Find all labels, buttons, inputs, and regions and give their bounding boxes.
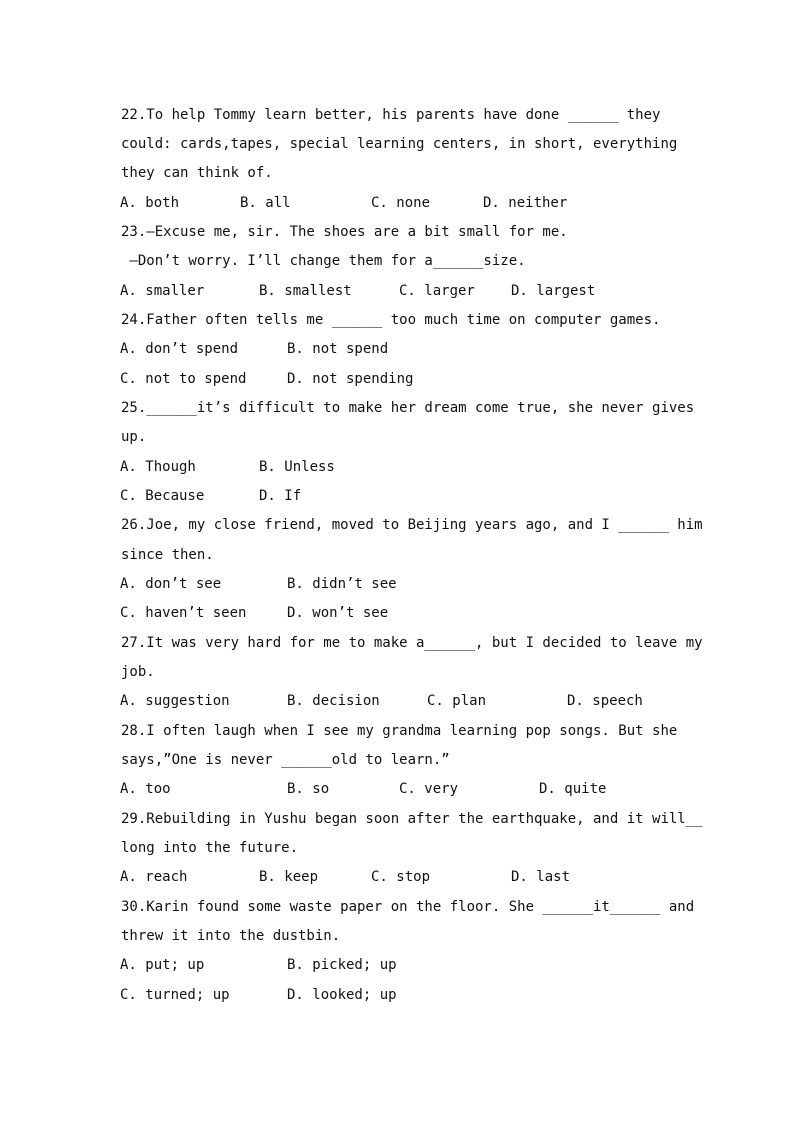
option-b: B. so xyxy=(287,781,330,797)
option-c: C. not to spend xyxy=(120,371,247,387)
question-text-line: long into the future. xyxy=(121,840,299,856)
option-a: A. too xyxy=(120,781,171,797)
question-text-line: up. xyxy=(121,429,147,445)
question-text-line: 30.Karin found some waste paper on the floor. She ______it______ and xyxy=(121,899,695,915)
option-c: C. very xyxy=(399,781,459,797)
option-a: A. smaller xyxy=(120,283,205,299)
question-text-line: says,”One is never ______old to learn.” xyxy=(121,752,450,768)
option-a: A. Though xyxy=(120,459,196,475)
option-d: D. won’t see xyxy=(287,605,389,621)
option-d: D. neither xyxy=(483,195,568,211)
option-d: D. quite xyxy=(539,781,607,797)
option-a: A. suggestion xyxy=(120,693,230,709)
option-a: A. don’t spend xyxy=(120,341,239,357)
question-text-line: 24.Father often tells me ______ too much time on computer games. xyxy=(121,312,661,328)
option-d: D. last xyxy=(511,869,571,885)
option-b: B. all xyxy=(240,195,291,211)
option-b: B. decision xyxy=(287,693,380,709)
question-text-line: job. xyxy=(121,664,155,680)
question-text-line: 25.______it’s difficult to make her dream come true, she never gives xyxy=(121,400,695,416)
option-c: C. turned; up xyxy=(120,987,230,1003)
question-text-line: could: cards,tapes, special learning centers, in short, everything xyxy=(121,136,678,152)
option-d: D. largest xyxy=(511,283,596,299)
option-b: B. smallest xyxy=(259,283,352,299)
option-b: B. keep xyxy=(259,869,319,885)
option-a: A. reach xyxy=(120,869,188,885)
option-d: D. not spending xyxy=(287,371,414,387)
option-b: B. Unless xyxy=(259,459,335,475)
question-text-line: 27.It was very hard for me to make a______, but I decided to leave my xyxy=(121,635,703,651)
option-b: B. picked; up xyxy=(287,957,397,973)
option-c: C. larger xyxy=(399,283,475,299)
question-text-line: 29.Rebuilding in Yushu began soon after the earthquake, and it will__ xyxy=(121,811,703,827)
question-text-line: 22.To help Tommy learn better, his parents have done ______ they xyxy=(121,107,661,123)
option-c: C. plan xyxy=(427,693,487,709)
option-c: C. Because xyxy=(120,488,205,504)
option-c: C. haven’t seen xyxy=(120,605,247,621)
question-text-line: threw it into the dustbin. xyxy=(121,928,341,944)
question-text-line: 23.—Excuse me, sir. The shoes are a bit small for me. xyxy=(121,224,568,240)
question-text-line: —Don’t worry. I’ll change them for a______size. xyxy=(121,253,526,269)
option-d: D. speech xyxy=(567,693,643,709)
question-text-line: since then. xyxy=(121,547,214,563)
question-text-line: 26.Joe, my close friend, moved to Beijing years ago, and I ______ him xyxy=(121,517,703,533)
question-text-line: they can think of. xyxy=(121,165,273,181)
option-b: B. not spend xyxy=(287,341,389,357)
option-c: C. none xyxy=(371,195,431,211)
option-a: A. both xyxy=(120,195,180,211)
option-d: D. If xyxy=(259,488,302,504)
option-b: B. didn’t see xyxy=(287,576,397,592)
option-a: A. don’t see xyxy=(120,576,222,592)
question-text-line: 28.I often laugh when I see my grandma learning pop songs. But she xyxy=(121,723,678,739)
option-d: D. looked; up xyxy=(287,987,397,1003)
option-a: A. put; up xyxy=(120,957,205,973)
option-c: C. stop xyxy=(371,869,431,885)
